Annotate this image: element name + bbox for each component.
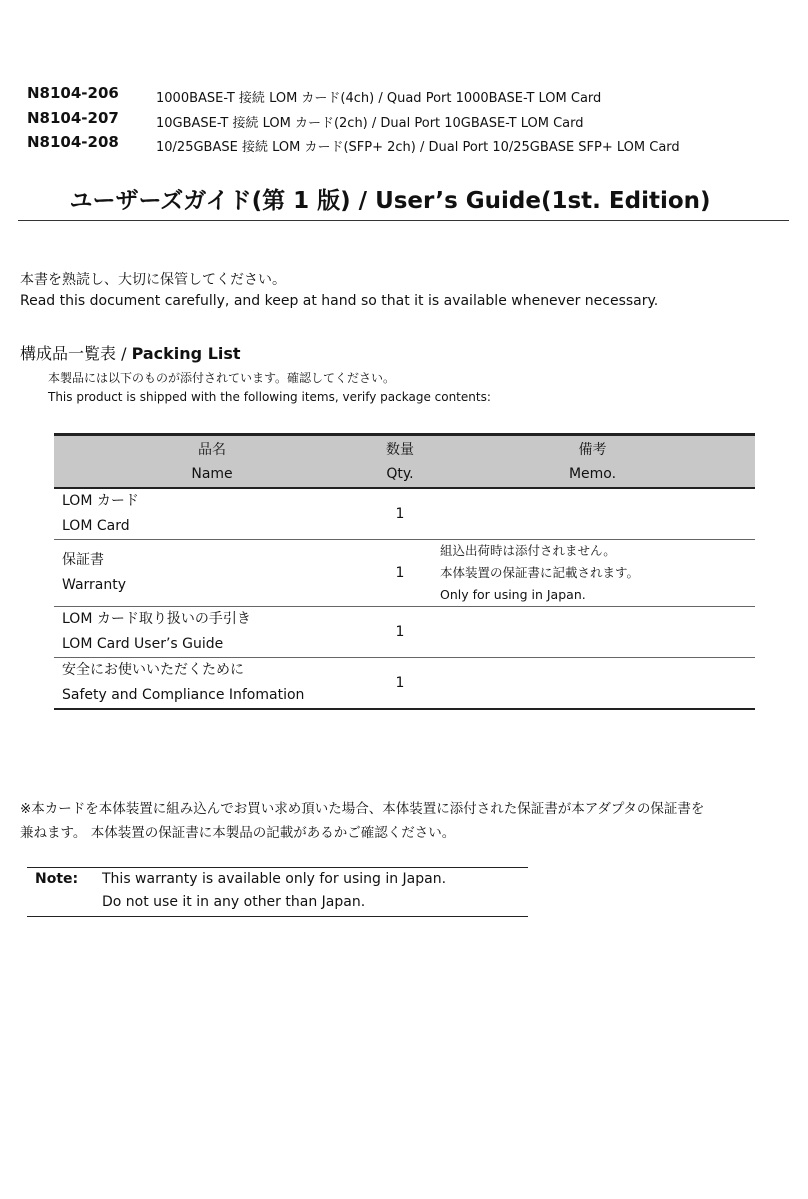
- model-description: 1000BASE-T 接続 LOM カード(4ch) / Quad Port 1000BASE-T LOM Card: [156, 91, 602, 106]
- intro-jp: 本書を熟読し、大切に保管してください。: [20, 272, 286, 288]
- item-memo: [430, 658, 755, 710]
- header-memo-en: Memo.: [568, 465, 617, 482]
- item-memo: [430, 607, 755, 658]
- item-name: [54, 540, 370, 607]
- packing-note-en: This product is shipped with the following items, verify package contents:: [48, 390, 491, 404]
- item-name-en: Warranty: [62, 577, 127, 593]
- item-name: [54, 607, 370, 658]
- memo-line: 組込出荷時は添付されません。: [440, 543, 616, 558]
- header-name-jp: 品名: [198, 441, 226, 458]
- warranty-note: [27, 867, 528, 917]
- header-qty-jp: 数量: [386, 441, 414, 458]
- item-name-en: LOM Card: [62, 518, 130, 534]
- intro-en: Read this document carefully, and keep at hand so that it is available whenever necessary.: [20, 293, 659, 309]
- item-memo: [430, 488, 755, 540]
- footnote-line-1: ※本カードを本体装置に組み込んでお買い求め頂いた場合、本体装置に添付された保証書が本アダプタの保証書を: [20, 801, 705, 817]
- item-qty: 1: [370, 607, 430, 658]
- footnote-line-2: 兼ねます。 本体装置の保証書に本製品の記載があるかご確認ください。: [20, 825, 456, 841]
- packing-note-jp: 本製品には以下のものが添付されています。確認してください。: [48, 371, 396, 385]
- packing-title-jp: 構成品一覧表: [20, 344, 117, 363]
- model-code: N8104-207: [27, 109, 119, 127]
- packing-list-table: [54, 433, 755, 710]
- item-name-en: Safety and Compliance Infomation: [62, 687, 305, 703]
- item-memo: [430, 540, 755, 607]
- model-description: 10GBASE-T 接続 LOM カード(2ch) / Dual Port 10GBASE-T LOM Card: [156, 116, 584, 131]
- packing-list-heading: [20, 341, 241, 364]
- item-name: [54, 488, 370, 540]
- note-line-2: Do not use it in any other than Japan.: [102, 894, 366, 910]
- table-row: [54, 540, 755, 607]
- item-name: [54, 658, 370, 710]
- header-name-en: Name: [191, 465, 233, 482]
- item-name-jp: 保証書: [62, 552, 104, 568]
- packing-title-en: Packing List: [131, 344, 241, 363]
- item-qty: 1: [370, 540, 430, 607]
- table-row: [54, 488, 755, 540]
- model-code: N8104-206: [27, 84, 119, 102]
- item-name-en: LOM Card User’s Guide: [62, 636, 224, 652]
- title-divider: [18, 220, 789, 221]
- note-label: Note:: [35, 871, 79, 887]
- table-row: [54, 607, 755, 658]
- memo-line: 本体装置の保証書に記載されます。: [440, 565, 640, 580]
- header-name: [54, 435, 370, 489]
- page-title: ユーザーズガイド(第 1 版) / User’s Guide(1st. Edition): [69, 188, 711, 214]
- header-memo: [430, 435, 755, 489]
- item-qty: 1: [370, 488, 430, 540]
- item-name-jp: LOM カード: [62, 493, 139, 509]
- header-memo-jp: 備考: [578, 441, 607, 458]
- packing-title-separator: /: [116, 344, 132, 363]
- header-qty: [370, 435, 430, 489]
- model-description: 10/25GBASE 接続 LOM カード(SFP+ 2ch) / Dual Port 10/25GBASE SFP+ LOM Card: [156, 140, 680, 155]
- item-name-jp: 安全にお使いいただくために: [62, 662, 244, 678]
- table-row: [54, 658, 755, 710]
- header-qty-en: Qty.: [386, 465, 414, 482]
- item-name-jp: LOM カード取り扱いの手引き: [62, 611, 251, 627]
- model-code: N8104-208: [27, 133, 119, 151]
- note-line-1: This warranty is available only for using in Japan.: [102, 871, 447, 887]
- memo-line: Only for using in Japan.: [440, 587, 586, 602]
- item-qty: 1: [370, 658, 430, 710]
- table-header-row: [54, 435, 755, 489]
